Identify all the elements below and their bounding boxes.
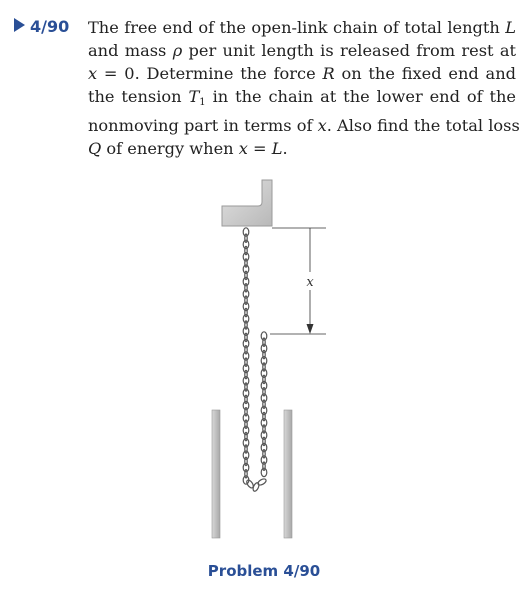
- dimension-x: [270, 228, 326, 334]
- chain-link: [243, 253, 249, 261]
- chain-link: [243, 352, 249, 360]
- fixed-support: [222, 180, 272, 226]
- chain-link: [245, 271, 247, 279]
- chain-link: [263, 425, 265, 433]
- chain-link: [245, 370, 247, 378]
- chain-link: [261, 357, 267, 365]
- chain-link: [243, 339, 249, 347]
- chain-link: [263, 437, 265, 445]
- chain-link: [263, 375, 265, 383]
- chain-link: [243, 265, 249, 273]
- chain-link: [261, 394, 267, 402]
- chain-bottom-bend: [245, 478, 267, 492]
- chain-link: [245, 234, 247, 242]
- chain-link: [261, 344, 267, 352]
- chain-link: [243, 414, 249, 422]
- chain-link: [243, 228, 249, 236]
- chain-link: [263, 400, 265, 408]
- chain-link: [263, 338, 265, 346]
- text-line-6: Q of energy when x = L.: [88, 139, 288, 158]
- text-line-5: nonmoving part in terms of x. Also find the total loss: [88, 116, 520, 135]
- chain-link: [243, 463, 249, 471]
- text-line-1: The free end of the open-link chain of total length L: [88, 18, 516, 37]
- chain-link: [263, 350, 265, 358]
- right-guide-wall: [284, 410, 292, 538]
- chain-link: [243, 451, 249, 459]
- chain-link: [245, 358, 247, 366]
- chain-link: [263, 462, 265, 470]
- chain-link: [245, 445, 247, 453]
- chain-link: [261, 419, 267, 427]
- chain-link: [245, 457, 247, 465]
- chain-link: [245, 246, 247, 254]
- chain-link: [261, 443, 267, 451]
- left-guide-wall: [212, 410, 220, 538]
- chain-link: [245, 383, 247, 391]
- chain-link: [243, 302, 249, 310]
- chain-link: [245, 408, 247, 416]
- chain-link: [243, 439, 249, 447]
- chain-link: [245, 321, 247, 329]
- chain-link: [263, 450, 265, 458]
- chain-link: [263, 363, 265, 371]
- chain-link: [261, 456, 267, 464]
- chain-link: [261, 431, 267, 439]
- chain-link: [245, 259, 247, 267]
- chain-link: [245, 432, 247, 440]
- text-line-3: x = 0. Determine the force R on the fixed end and: [88, 64, 516, 83]
- chain-link: [245, 333, 247, 341]
- chain-link: [243, 240, 249, 248]
- fixed-chain-segment: [243, 228, 249, 484]
- chain-link: [243, 401, 249, 409]
- chain-link: [263, 412, 265, 420]
- problem-text: [88, 16, 520, 160]
- chain-link: [243, 426, 249, 434]
- chain-link: [243, 315, 249, 323]
- chain-link: [261, 381, 267, 389]
- chain-link: [243, 290, 249, 298]
- problem-number: 4/90: [30, 17, 70, 36]
- chain-link: [245, 284, 247, 292]
- dimension-x-label: x: [306, 275, 314, 290]
- chain-link: [243, 277, 249, 285]
- chain-link: [263, 388, 265, 396]
- chain-link: [243, 327, 249, 335]
- chain-link: [243, 389, 249, 397]
- chain-link: [261, 332, 267, 340]
- chain-link: [243, 364, 249, 372]
- moving-chain-segment: [261, 332, 267, 477]
- triangle-marker-icon: [14, 18, 25, 32]
- chain-link: [243, 377, 249, 385]
- chain-link: [245, 308, 247, 316]
- figure-caption: Problem 4/90: [207, 562, 321, 580]
- text-line-4: the tension $T_1$ in the chain at the lower end of the: [88, 87, 517, 108]
- chain-link: [261, 468, 267, 476]
- chain-link: [245, 395, 247, 403]
- chain-link: [245, 470, 247, 478]
- chain-link: [261, 406, 267, 414]
- text-line-2: and mass ρ per unit length is released from rest at: [88, 41, 516, 60]
- chain-link: [245, 346, 247, 354]
- chain-link: [245, 296, 247, 304]
- chain-figure: [0, 160, 528, 560]
- chain-link: [245, 420, 247, 428]
- chain-link: [261, 369, 267, 377]
